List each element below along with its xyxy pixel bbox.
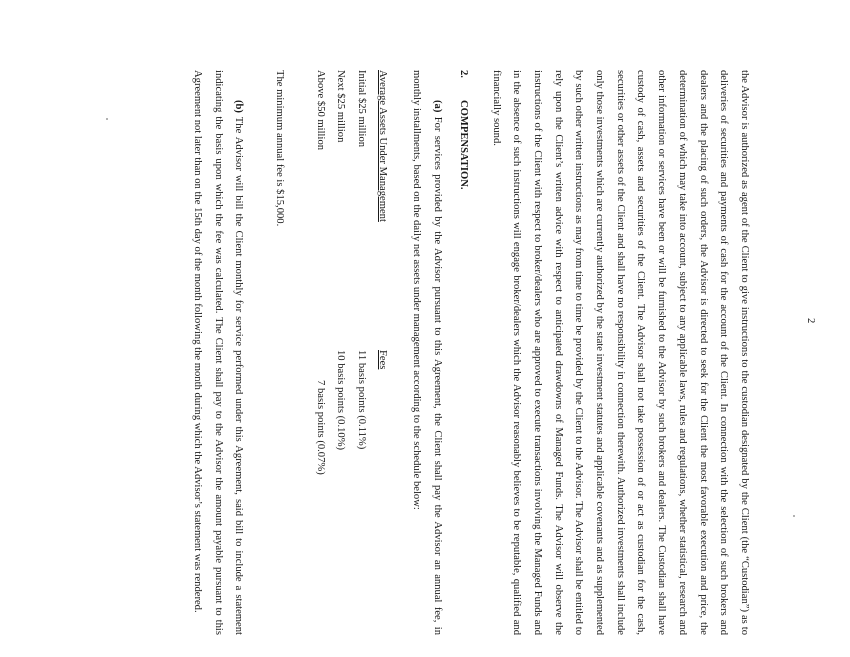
- assets-cell: Next $25 million: [335, 70, 347, 143]
- assets-cell: Above $50 million: [314, 70, 326, 151]
- assets-column-header: Average Assets Under Management: [376, 70, 388, 222]
- custodian-paragraph: the Advisor is authorized as agent of the Client to give instructions to the custodian designated by the Client (the “Custodian”) as to deliveries of securities and payments of cash for the account of the Client. In connection with the selection of such brokers and dealers and the placing of such orders, the Advisor is directed to seek for the Client the most favorable execution and price, the determination of which may take into account, subject to any applicable laws, rules and regulations, whether statistical, research and other information or services have been or will be furnished to the Advisor by such brokers and dealers. The Custodian shall have custody of cash, assets and securities of the Client. The Advisor shall not take possession of or act as custodian for the cash, securities or other assets of the Client and shall have no responsibility in connection therewith. Authorized investments shall include only those investments which are currently authorized by the state investment statutes and applicable covenants and as supplemented by such other written instructions as may from time to time be provided by the Client to the Advisor. The Advisor shall be entitled to rely upon the Client’s written advice with respect to anticipated drawdowns of Managed Funds. The Advisor will observe the instructions of the Client with respect to broker/dealers who are approved to execute transactions involving the Managed Funds and in the absence of such instructions will engage broker/dealers which the Advisor reasonably believes to be reputable, qualified and financially sound.: [490, 70, 750, 635]
- fees-column-header: Fees: [376, 350, 388, 370]
- minimum-fee-text: The minimum annual fee is $15,000.: [273, 70, 285, 227]
- assets-cell: Initial $25 million: [356, 70, 368, 148]
- paragraph-b: [186, 70, 248, 635]
- section-title: COMPENSATION.: [457, 100, 469, 190]
- fee-table-row: [330, 70, 351, 635]
- section-number: 2.: [457, 70, 469, 78]
- paragraph-b-mark: (b): [233, 100, 245, 113]
- scan-speck: [793, 515, 795, 517]
- fee-table-row: [350, 70, 371, 635]
- section-heading: [452, 70, 473, 635]
- document-body: [186, 70, 754, 635]
- paragraph-b-text: The Advisor will bill the Client monthly for service performed under this Agreement, said bill to include a statement indicating the basis upon which the fee was calculated. The Client shall pay to the Advisor the amount payable pursuant to this Agreement not later than on the 15th day of the month following the month during which the Advisor’s statement was rendered.: [191, 70, 245, 635]
- scan-speck: [106, 118, 108, 120]
- paragraph-a-mark: (a): [432, 100, 444, 113]
- page-number: 2: [805, 318, 816, 324]
- paragraph-a-text: For services provided by the Advisor pursuant to this Agreement, the Client shall pay the Advisor an annual fee, in monthly installments, based on the daily net assets under management according to the schedule below:: [411, 70, 444, 636]
- paragraph-a: [406, 70, 447, 635]
- fee-schedule-table: [309, 70, 392, 635]
- fee-cell: 11 basis points (0.11%): [356, 350, 368, 450]
- fee-table-header: [371, 70, 392, 635]
- fee-cell: 10 basis points (0.10%): [335, 350, 347, 451]
- fee-cell: 7 basis points (0.07%): [314, 380, 326, 475]
- fee-table-row: [309, 70, 330, 635]
